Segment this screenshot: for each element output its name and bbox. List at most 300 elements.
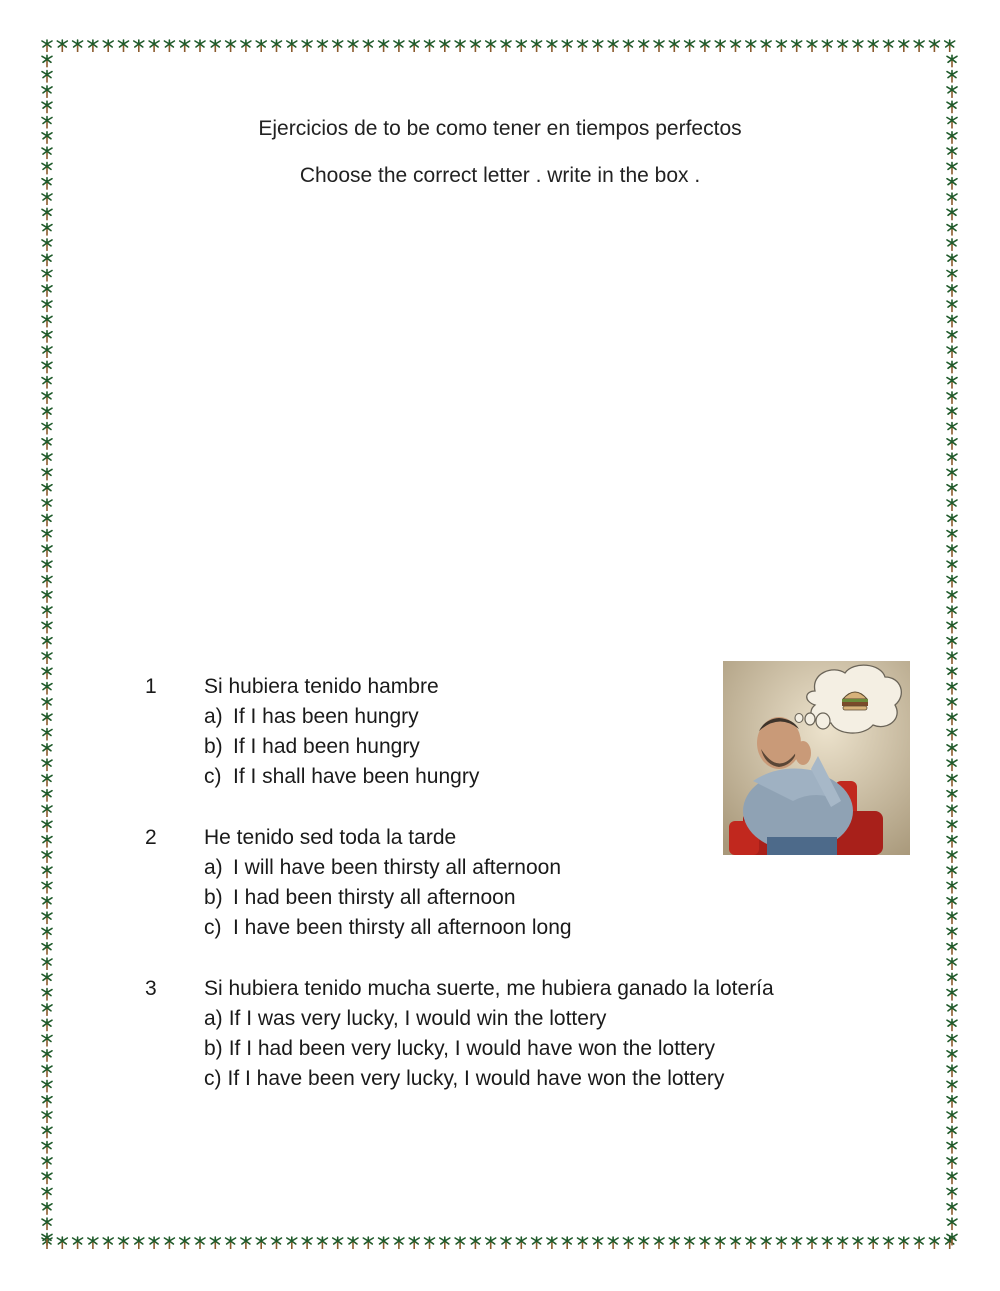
palm-tree-icon <box>42 71 52 83</box>
palm-tree-icon <box>947 361 957 373</box>
palm-tree-icon <box>42 468 52 480</box>
palm-tree-icon <box>42 315 52 327</box>
palm-tree-icon <box>42 270 52 282</box>
palm-tree-icon <box>947 713 957 725</box>
palm-tree-icon <box>149 1237 159 1249</box>
palm-tree-icon <box>947 300 957 312</box>
palm-tree-icon <box>333 1237 343 1249</box>
palm-tree-icon <box>42 101 52 113</box>
palm-tree-icon <box>486 40 496 52</box>
palm-tree-icon <box>947 468 957 480</box>
palm-tree-icon <box>42 759 52 771</box>
palm-tree-icon <box>42 1065 52 1077</box>
palm-tree-icon <box>884 1237 894 1249</box>
palm-tree-icon <box>947 774 957 786</box>
palm-tree-icon <box>715 1237 725 1249</box>
palm-tree-icon <box>42 530 52 542</box>
palm-tree-icon <box>42 820 52 832</box>
option-text: If I had been hungry <box>233 735 420 758</box>
palm-tree-icon <box>947 698 957 710</box>
palm-tree-icon <box>947 1142 957 1154</box>
palm-tree-icon <box>73 40 83 52</box>
palm-tree-icon <box>947 55 957 67</box>
palm-tree-icon <box>42 438 52 450</box>
palm-tree-icon <box>180 1237 190 1249</box>
palm-tree-icon <box>180 40 190 52</box>
palm-tree-icon <box>425 1237 435 1249</box>
palm-tree-icon <box>379 1237 389 1249</box>
palm-tree-icon <box>608 40 618 52</box>
option-text: If I was very lucky, I would win the lottery <box>228 1007 607 1030</box>
palm-tree-icon <box>470 1237 480 1249</box>
palm-tree-icon <box>42 1157 52 1169</box>
palm-tree-icon <box>623 1237 633 1249</box>
palm-tree-icon <box>685 40 695 52</box>
palm-tree-icon <box>42 208 52 220</box>
palm-tree-icon <box>562 40 572 52</box>
palm-tree-icon <box>947 484 957 496</box>
palm-tree-icon <box>470 40 480 52</box>
palm-tree-icon <box>838 1237 848 1249</box>
palm-tree-icon <box>562 1237 572 1249</box>
option-text: If I has been hungry <box>233 705 419 728</box>
palm-tree-icon <box>42 361 52 373</box>
palm-tree-icon <box>317 1237 327 1249</box>
palm-tree-icon <box>945 40 955 52</box>
palm-tree-icon <box>42 621 52 633</box>
palm-tree-icon <box>42 40 52 52</box>
palm-tree-icon <box>947 1096 957 1108</box>
palm-tree-icon <box>700 40 710 52</box>
palm-tree-icon <box>241 1237 251 1249</box>
palm-tree-icon <box>42 805 52 817</box>
palm-tree-icon <box>947 912 957 924</box>
palm-tree-icon <box>700 1237 710 1249</box>
palm-tree-icon <box>654 40 664 52</box>
palm-tree-icon <box>947 499 957 511</box>
palm-tree-icon <box>947 545 957 557</box>
question-prompt: Si hubiera tenido hambre <box>204 675 439 698</box>
palm-tree-icon <box>947 101 957 113</box>
palm-tree-icon <box>746 40 756 52</box>
palm-tree-icon <box>868 1237 878 1249</box>
option-a[interactable] <box>204 856 561 880</box>
palm-tree-icon <box>42 866 52 878</box>
palm-tree-icon <box>947 1188 957 1200</box>
palm-tree-icon <box>947 1218 957 1230</box>
palm-tree-icon <box>42 392 52 404</box>
palm-tree-icon <box>746 1237 756 1249</box>
palm-tree-icon <box>947 331 957 343</box>
palm-tree-icon <box>42 958 52 970</box>
palm-tree-icon <box>947 683 957 695</box>
option-letter: a) <box>204 856 223 879</box>
palm-tree-icon <box>42 667 52 679</box>
palm-tree-icon <box>425 40 435 52</box>
palm-tree-icon <box>42 836 52 848</box>
palm-tree-icon <box>42 453 52 465</box>
palm-tree-icon <box>731 40 741 52</box>
palm-tree-icon <box>669 40 679 52</box>
palm-tree-icon <box>134 40 144 52</box>
palm-tree-icon <box>42 407 52 419</box>
palm-tree-icon <box>838 40 848 52</box>
palm-tree-icon <box>501 1237 511 1249</box>
palm-tree-icon <box>440 1237 450 1249</box>
palm-tree-icon <box>853 1237 863 1249</box>
palm-tree-icon <box>42 713 52 725</box>
palm-tree-icon <box>947 576 957 588</box>
option-c[interactable] <box>204 765 479 789</box>
option-text: If I had been very lucky, I would have won the lottery <box>228 1037 716 1060</box>
question-prompt: Si hubiera tenido mucha suerte, me hubiera ganado la lotería <box>204 977 774 1000</box>
palm-tree-icon <box>685 1237 695 1249</box>
palm-tree-icon <box>486 1237 496 1249</box>
palm-tree-icon <box>947 438 957 450</box>
palm-tree-icon <box>42 897 52 909</box>
hungry-man-photo <box>723 661 910 855</box>
palm-tree-icon <box>42 147 52 159</box>
option-text: I had been thirsty all afternoon <box>233 886 516 909</box>
palm-tree-icon <box>947 224 957 236</box>
option-a[interactable] <box>204 1007 606 1031</box>
palm-tree-icon <box>42 927 52 939</box>
palm-tree-icon <box>455 40 465 52</box>
palm-tree-icon <box>42 652 52 664</box>
palm-tree-icon <box>639 40 649 52</box>
palm-tree-icon <box>947 86 957 98</box>
palm-tree-icon <box>394 40 404 52</box>
palm-tree-icon <box>639 1237 649 1249</box>
palm-tree-icon <box>42 484 52 496</box>
palm-tree-icon <box>134 1237 144 1249</box>
palm-tree-icon <box>42 1019 52 1031</box>
palm-tree-icon <box>42 239 52 251</box>
palm-tree-icon <box>947 1203 957 1215</box>
palm-tree-icon <box>776 1237 786 1249</box>
palm-tree-icon <box>947 989 957 1001</box>
palm-tree-icon <box>42 331 52 343</box>
palm-tree-icon <box>42 55 52 67</box>
palm-tree-icon <box>947 193 957 205</box>
palm-tree-icon <box>348 1237 358 1249</box>
palm-tree-icon <box>42 423 52 435</box>
palm-tree-icon <box>947 407 957 419</box>
palm-tree-icon <box>119 40 129 52</box>
question-prompt: He tenido sed toda la tarde <box>204 826 457 849</box>
palm-tree-icon <box>42 377 52 389</box>
palm-tree-icon <box>42 912 52 924</box>
palm-tree-icon <box>947 591 957 603</box>
palm-tree-icon <box>929 1237 939 1249</box>
palm-tree-icon <box>164 40 174 52</box>
palm-tree-icon <box>42 1111 52 1123</box>
palm-tree-icon <box>272 1237 282 1249</box>
worksheet-instruction: Choose the correct letter . write in the box . <box>299 164 701 187</box>
palm-tree-icon <box>440 40 450 52</box>
palm-tree-icon <box>947 729 957 741</box>
palm-tree-icon <box>947 392 957 404</box>
palm-tree-icon <box>947 744 957 756</box>
palm-tree-icon <box>516 40 526 52</box>
palm-tree-icon <box>947 239 957 251</box>
border-left <box>42 55 52 1245</box>
question-number: 3 <box>145 977 157 1000</box>
palm-tree-icon <box>516 1237 526 1249</box>
palm-tree-icon <box>42 989 52 1001</box>
palm-tree-icon <box>947 667 957 679</box>
palm-tree-icon <box>42 193 52 205</box>
option-letter: a) <box>204 1007 223 1030</box>
option-b[interactable] <box>204 1037 715 1061</box>
palm-tree-icon <box>42 637 52 649</box>
palm-tree-icon <box>42 576 52 588</box>
palm-tree-icon <box>947 621 957 633</box>
palm-tree-icon <box>302 40 312 52</box>
palm-tree-icon <box>103 1237 113 1249</box>
palm-tree-icon <box>947 1233 957 1245</box>
palm-tree-icon <box>947 882 957 894</box>
palm-tree-icon <box>807 1237 817 1249</box>
palm-tree-icon <box>287 40 297 52</box>
palm-tree-icon <box>947 1019 957 1031</box>
palm-tree-icon <box>792 40 802 52</box>
palm-tree-icon <box>42 790 52 802</box>
palm-tree-icon <box>348 40 358 52</box>
palm-tree-icon <box>42 744 52 756</box>
palm-tree-icon <box>947 346 957 358</box>
palm-tree-icon <box>947 423 957 435</box>
palm-tree-icon <box>947 270 957 282</box>
palm-tree-icon <box>947 759 957 771</box>
palm-tree-icon <box>593 40 603 52</box>
palm-tree-icon <box>947 1050 957 1062</box>
palm-tree-icon <box>947 1126 957 1138</box>
palm-tree-icon <box>42 729 52 741</box>
palm-tree-icon <box>593 1237 603 1249</box>
palm-tree-icon <box>822 40 832 52</box>
palm-tree-icon <box>42 1004 52 1016</box>
palm-tree-icon <box>164 1237 174 1249</box>
option-b[interactable] <box>204 886 516 910</box>
palm-tree-icon <box>409 40 419 52</box>
border-top <box>42 40 955 52</box>
palm-tree-icon <box>947 514 957 526</box>
palm-tree-icon <box>42 943 52 955</box>
palm-tree-icon <box>532 1237 542 1249</box>
palm-tree-icon <box>669 1237 679 1249</box>
palm-tree-icon <box>547 40 557 52</box>
palm-tree-icon <box>333 40 343 52</box>
palm-tree-icon <box>42 1096 52 1108</box>
palm-tree-icon <box>899 1237 909 1249</box>
palm-tree-icon <box>42 224 52 236</box>
border-bottom <box>42 1237 955 1249</box>
palm-tree-icon <box>947 1111 957 1123</box>
palm-tree-icon <box>578 40 588 52</box>
option-a[interactable] <box>204 705 419 729</box>
palm-tree-icon <box>149 40 159 52</box>
palm-tree-icon <box>899 40 909 52</box>
palm-tree-icon <box>210 40 220 52</box>
palm-tree-icon <box>654 1237 664 1249</box>
palm-tree-icon <box>42 560 52 572</box>
option-letter: b) <box>204 886 223 909</box>
option-text: I will have been thirsty all afternoon <box>233 856 562 879</box>
palm-tree-icon <box>42 606 52 618</box>
palm-tree-icon <box>394 1237 404 1249</box>
palm-tree-icon <box>731 1237 741 1249</box>
palm-tree-icon <box>379 40 389 52</box>
palm-tree-icon <box>256 1237 266 1249</box>
palm-tree-icon <box>947 1172 957 1184</box>
palm-tree-icon <box>853 40 863 52</box>
palm-tree-icon <box>363 40 373 52</box>
palm-tree-icon <box>57 40 67 52</box>
palm-tree-icon <box>363 1237 373 1249</box>
palm-tree-icon <box>42 1050 52 1062</box>
palm-tree-icon <box>947 973 957 985</box>
palm-tree-icon <box>42 1080 52 1092</box>
palm-tree-icon <box>42 86 52 98</box>
palm-tree-icon <box>42 300 52 312</box>
palm-tree-icon <box>807 40 817 52</box>
palm-tree-icon <box>947 606 957 618</box>
palm-tree-icon <box>547 1237 557 1249</box>
palm-tree-icon <box>42 1142 52 1154</box>
palm-tree-icon <box>256 40 266 52</box>
option-c[interactable] <box>204 916 572 940</box>
palm-tree-icon <box>501 40 511 52</box>
palm-tree-icon <box>947 1157 957 1169</box>
palm-tree-icon <box>455 1237 465 1249</box>
palm-tree-icon <box>947 71 957 83</box>
palm-tree-icon <box>42 973 52 985</box>
palm-tree-icon <box>42 514 52 526</box>
palm-tree-icon <box>42 1203 52 1215</box>
palm-tree-icon <box>947 315 957 327</box>
palm-tree-icon <box>947 377 957 389</box>
palm-tree-icon <box>287 1237 297 1249</box>
palm-tree-icon <box>42 346 52 358</box>
palm-tree-icon <box>715 40 725 52</box>
border-right <box>947 55 957 1245</box>
palm-tree-icon <box>947 285 957 297</box>
question-number: 2 <box>145 826 157 849</box>
option-letter: c) <box>204 765 222 788</box>
palm-tree-icon <box>42 591 52 603</box>
palm-tree-icon <box>210 1237 220 1249</box>
worksheet-title: Ejercicios de to be como tener en tiempos perfectos <box>258 117 742 140</box>
palm-tree-icon <box>195 40 205 52</box>
palm-tree-icon <box>42 499 52 511</box>
palm-tree-icon <box>947 958 957 970</box>
palm-tree-icon <box>42 851 52 863</box>
palm-tree-icon <box>608 1237 618 1249</box>
option-letter: b) <box>204 735 223 758</box>
palm-tree-icon <box>42 882 52 894</box>
palm-tree-icon <box>103 40 113 52</box>
palm-tree-icon <box>241 40 251 52</box>
palm-tree-icon <box>88 40 98 52</box>
palm-tree-icon <box>226 40 236 52</box>
palm-tree-icon <box>42 698 52 710</box>
palm-tree-icon <box>42 1126 52 1138</box>
palm-tree-icon <box>914 40 924 52</box>
palm-tree-icon <box>761 1237 771 1249</box>
palm-tree-icon <box>226 1237 236 1249</box>
palm-tree-icon <box>947 851 957 863</box>
option-letter: c) <box>204 1067 222 1090</box>
palm-tree-icon <box>947 820 957 832</box>
palm-tree-icon <box>868 40 878 52</box>
palm-tree-icon <box>947 866 957 878</box>
option-c[interactable] <box>204 1067 724 1091</box>
palm-tree-icon <box>792 1237 802 1249</box>
palm-tree-icon <box>947 637 957 649</box>
palm-tree-icon <box>884 40 894 52</box>
palm-tree-icon <box>947 897 957 909</box>
palm-tree-icon <box>195 1237 205 1249</box>
palm-tree-icon <box>947 805 957 817</box>
palm-tree-icon <box>947 836 957 848</box>
palm-tree-icon <box>947 208 957 220</box>
palm-tree-icon <box>947 943 957 955</box>
question-number: 1 <box>145 675 157 698</box>
palm-tree-icon <box>929 40 939 52</box>
palm-tree-icon <box>947 1080 957 1092</box>
palm-tree-icon <box>42 1218 52 1230</box>
palm-tree-icon <box>822 1237 832 1249</box>
palm-tree-icon <box>947 560 957 572</box>
palm-tree-icon <box>776 40 786 52</box>
palm-tree-icon <box>623 40 633 52</box>
option-letter: c) <box>204 916 222 939</box>
palm-tree-icon <box>42 774 52 786</box>
palm-tree-icon <box>532 40 542 52</box>
palm-tree-icon <box>947 453 957 465</box>
palm-tree-icon <box>42 1035 52 1047</box>
palm-tree-icon <box>119 1237 129 1249</box>
palm-tree-icon <box>42 254 52 266</box>
palm-tree-icon <box>42 545 52 557</box>
option-text: If I shall have been hungry <box>233 765 480 788</box>
option-text: If I have been very lucky, I would have won the lottery <box>227 1067 725 1090</box>
palm-tree-icon <box>272 40 282 52</box>
palm-tree-icon <box>947 1004 957 1016</box>
palm-tree-icon <box>302 1237 312 1249</box>
palm-tree-icon <box>73 1237 83 1249</box>
palm-tree-icon <box>947 147 957 159</box>
palm-tree-icon <box>42 1172 52 1184</box>
option-letter: a) <box>204 705 223 728</box>
option-text: I have been thirsty all afternoon long <box>233 916 572 939</box>
palm-tree-icon <box>42 683 52 695</box>
palm-tree-icon <box>761 40 771 52</box>
palm-tree-icon <box>317 40 327 52</box>
palm-tree-icon <box>947 1035 957 1047</box>
palm-tree-icon <box>947 1065 957 1077</box>
palm-tree-icon <box>42 1188 52 1200</box>
option-letter: b) <box>204 1037 223 1060</box>
palm-tree-icon <box>88 1237 98 1249</box>
palm-tree-icon <box>42 285 52 297</box>
option-b[interactable] <box>204 735 420 759</box>
palm-tree-icon <box>914 1237 924 1249</box>
palm-tree-icon <box>947 652 957 664</box>
palm-tree-icon <box>409 1237 419 1249</box>
palm-tree-icon <box>947 790 957 802</box>
